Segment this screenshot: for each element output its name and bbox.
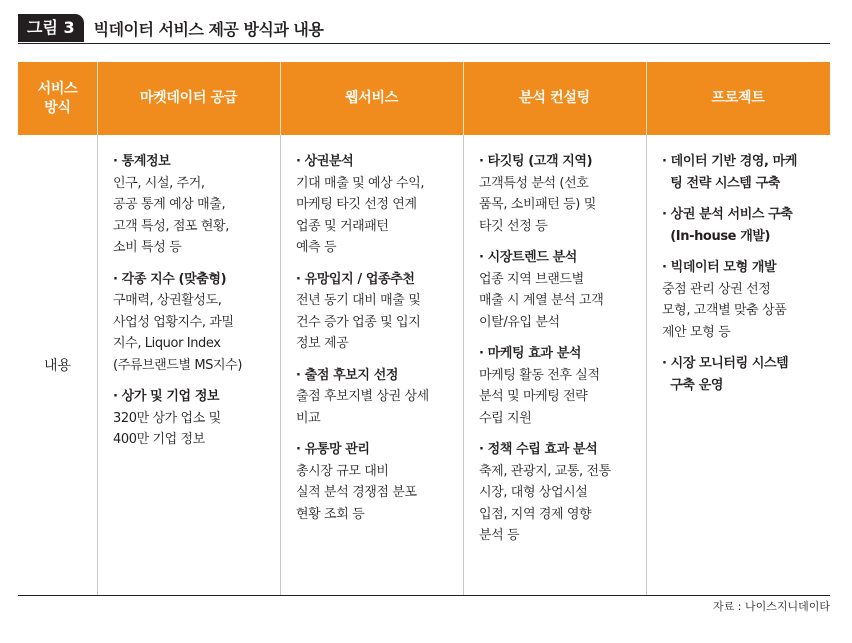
figure-label: 그림 3 [18, 14, 84, 42]
figure-title: 빅데이터 서비스 제공 방식과 내용 [93, 19, 324, 39]
section-title: · 통계정보 [113, 154, 171, 169]
content-section [296, 151, 460, 259]
section-body: 출점 후보지별 상권 상세 비교 [296, 389, 429, 426]
column-web-service [296, 151, 460, 535]
header-web-service: 웹서비스 [280, 62, 463, 135]
header-project: 프로젝트 [646, 62, 830, 135]
content-section [296, 439, 460, 525]
section-body: 전년 동기 대비 매출 및 건수 증가 업종 및 입지 정보 제공 [296, 293, 421, 351]
content-section [662, 204, 828, 247]
column-divider [280, 135, 281, 595]
source-note: 자료 : 나이스지니데이타 [713, 600, 830, 613]
section-title: · 빅데이터 모형 개발 [662, 260, 777, 275]
section-body: 인구, 시설, 주거, 공공 통계 예상 매출, 고객 특성, 점포 현황, 소비 특성 등 [113, 175, 229, 255]
content-section [662, 257, 828, 343]
section-title: · 정책 수립 효과 분석 [479, 442, 598, 457]
section-body: 업종 지역 브랜드별 매출 시 계열 분석 고객 이탈/유입 분석 [479, 271, 604, 330]
section-title: · 타깃팅 (고객 지역) [479, 154, 593, 169]
content-section [296, 365, 460, 430]
row-label-content: 내용 [43, 358, 72, 374]
section-title: · 상권 분석 서비스 구축 (In-house 개발) [662, 207, 793, 244]
section-title: · 데이터 기반 경영, 마케 팅 전략 시스템 구축 [662, 154, 798, 191]
column-analysis-consulting [479, 151, 643, 557]
header-divider [646, 62, 647, 135]
section-title: · 상가 및 기업 정보 [113, 389, 220, 404]
section-title: · 유통망 관리 [296, 442, 370, 457]
column-divider [646, 135, 647, 595]
section-body: 구매력, 상권활성도, 사업성 업황지수, 과밀 지수, Liquor Index (주류브랜드별 MS지수) [113, 293, 243, 373]
content-section [113, 269, 275, 377]
content-section [113, 386, 275, 451]
content-section [479, 247, 643, 333]
header-service-type: 서비스 방식 [18, 62, 97, 135]
section-body: 320만 상가 업소 및 400만 기업 정보 [113, 410, 221, 447]
section-body: 축제, 관광지, 교통, 전통 시장, 대형 상업시설 입점, 지역 경제 영향 분석 등 [479, 463, 611, 543]
header-divider [280, 62, 281, 135]
content-section [662, 151, 828, 194]
section-title: · 시장트렌드 분석 [479, 250, 577, 265]
column-project [662, 151, 828, 406]
column-market-data [113, 151, 275, 461]
header-analysis-consulting: 분석 컨설팅 [463, 62, 646, 135]
figure-header [18, 14, 323, 42]
section-title: · 상권분석 [296, 154, 354, 169]
header-divider [463, 62, 464, 135]
bottom-rule [18, 595, 830, 596]
section-body: 총시장 규모 대비 실적 분석 경쟁점 분포 현황 조회 등 [296, 463, 417, 522]
section-body: 기대 매출 및 예상 수익, 마케팅 타깃 선정 연계 업종 및 거래패턴 예측 등 [296, 175, 425, 255]
section-title: · 각종 지수 (맞춤형) [113, 271, 227, 287]
content-section [113, 151, 275, 259]
section-title: · 마케팅 효과 분석 [479, 346, 582, 361]
content-section [296, 269, 460, 355]
column-divider [463, 135, 464, 595]
column-divider [97, 135, 98, 595]
header-market-data: 마켓데이터 공급 [97, 62, 280, 135]
content-section [662, 353, 828, 396]
header-divider [97, 62, 98, 135]
content-section [479, 343, 643, 429]
section-title: · 유망입지 / 업종추천 [296, 271, 415, 287]
content-section [479, 151, 643, 237]
section-title: · 출점 후보지 선정 [296, 367, 399, 383]
service-table [18, 62, 830, 595]
section-body: 중점 관리 상권 선정 모형, 고객별 맞춤 상품 제안 모형 등 [662, 281, 787, 340]
section-body: 마케팅 활동 전후 실적 분석 및 마케팅 전략 수립 지원 [479, 367, 600, 426]
content-section [479, 439, 643, 547]
top-rule [18, 43, 830, 44]
section-title: · 시장 모니터링 시스템 구축 운영 [662, 356, 789, 393]
section-body: 고객특성 분석 (선호 품목, 소비패턴 등) 및 타깃 선정 등 [479, 175, 596, 234]
